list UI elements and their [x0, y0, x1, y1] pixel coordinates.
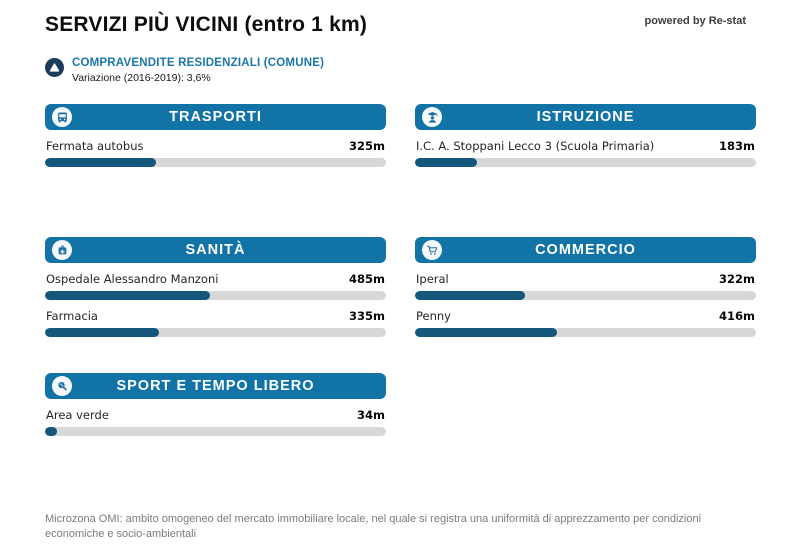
service-distance: 335m: [349, 309, 385, 323]
distance-bar-fill: [415, 328, 557, 337]
service-distance: 325m: [349, 139, 385, 153]
subheader: [45, 57, 324, 84]
service-row: [46, 272, 385, 286]
medical-bag-icon: [52, 240, 72, 260]
shopping-cart-icon: [422, 240, 442, 260]
service-distance: 322m: [719, 272, 755, 286]
service-distance: 485m: [349, 272, 385, 286]
page-title: SERVIZI PIÙ VICINI (entro 1 km): [45, 13, 368, 36]
category-items: [415, 139, 756, 167]
category-header: [415, 104, 756, 130]
distance-bar-track: [45, 158, 386, 167]
service-distance: 34m: [357, 408, 385, 422]
category-card-commercio: [415, 237, 756, 337]
category-title: SPORT E TEMPO LIBERO: [116, 378, 315, 394]
category-items: [415, 272, 756, 337]
service-row: [46, 309, 385, 323]
categories-grid: [45, 104, 756, 436]
service-row: [416, 272, 755, 286]
distance-bar-fill: [45, 328, 159, 337]
category-title: COMMERCIO: [535, 242, 636, 258]
service-row: [416, 139, 755, 153]
powered-by-label: powered by Re-stat: [644, 15, 746, 27]
service-item: [45, 309, 386, 337]
service-label: Fermata autobus: [46, 139, 144, 153]
category-items: [45, 272, 386, 337]
service-label: Ospedale Alessandro Manzoni: [46, 272, 219, 286]
category-title: SANITÀ: [185, 242, 246, 258]
distance-bar-track: [45, 427, 386, 436]
category-card-trasporti: [45, 104, 386, 167]
service-item: [415, 309, 756, 337]
service-item: [415, 272, 756, 300]
category-header: [45, 373, 386, 399]
subheader-variation: Variazione (2016-2019): 3,6%: [72, 71, 211, 84]
distance-bar-fill: [415, 158, 477, 167]
category-items: [45, 408, 386, 436]
category-card-istruzione: [415, 104, 756, 167]
distance-bar-track: [45, 291, 386, 300]
delta-circle-icon: [45, 58, 64, 77]
service-label: Area verde: [46, 408, 109, 422]
bus-icon: [52, 107, 72, 127]
service-label: Penny: [416, 309, 451, 323]
service-item: [45, 272, 386, 300]
service-label: Farmacia: [46, 309, 98, 323]
distance-bar-fill: [45, 158, 156, 167]
service-distance: 416m: [719, 309, 755, 323]
distance-bar-track: [415, 291, 756, 300]
category-title: ISTRUZIONE: [536, 109, 635, 125]
service-label: I.C. A. Stoppani Lecco 3 (Scuola Primaria): [416, 139, 655, 153]
category-card-sanita: [45, 237, 386, 337]
service-label: Iperal: [416, 272, 449, 286]
category-header: [45, 237, 386, 263]
distance-bar-track: [45, 328, 386, 337]
graduate-icon: [422, 107, 442, 127]
service-row: [416, 309, 755, 323]
subheader-title: COMPRAVENDITE RESIDENZIALI (COMUNE): [72, 57, 325, 69]
racket-icon: [52, 376, 72, 396]
category-header: [415, 237, 756, 263]
service-item: [415, 139, 756, 167]
distance-bar-fill: [45, 291, 210, 300]
category-card-sport-e-tempo-libero: [45, 373, 386, 436]
footnote: Microzona OMI: ambito omogeneo del mercato immobiliare locale, nel quale si registra una uniformità di apprezzamento per condizioni economiche e socio-ambientali: [45, 513, 702, 540]
distance-bar-fill: [45, 427, 57, 436]
top-header: [45, 13, 746, 37]
subheader-text: [72, 57, 324, 84]
distance-bar-track: [415, 328, 756, 337]
category-title: TRASPORTI: [169, 109, 262, 125]
service-row: [46, 408, 385, 422]
distance-bar-track: [415, 158, 756, 167]
service-row: [46, 139, 385, 153]
category-items: [45, 139, 386, 167]
category-header: [45, 104, 386, 130]
service-item: [45, 139, 386, 167]
distance-bar-fill: [415, 291, 525, 300]
service-distance: 183m: [719, 139, 755, 153]
service-item: [45, 408, 386, 436]
